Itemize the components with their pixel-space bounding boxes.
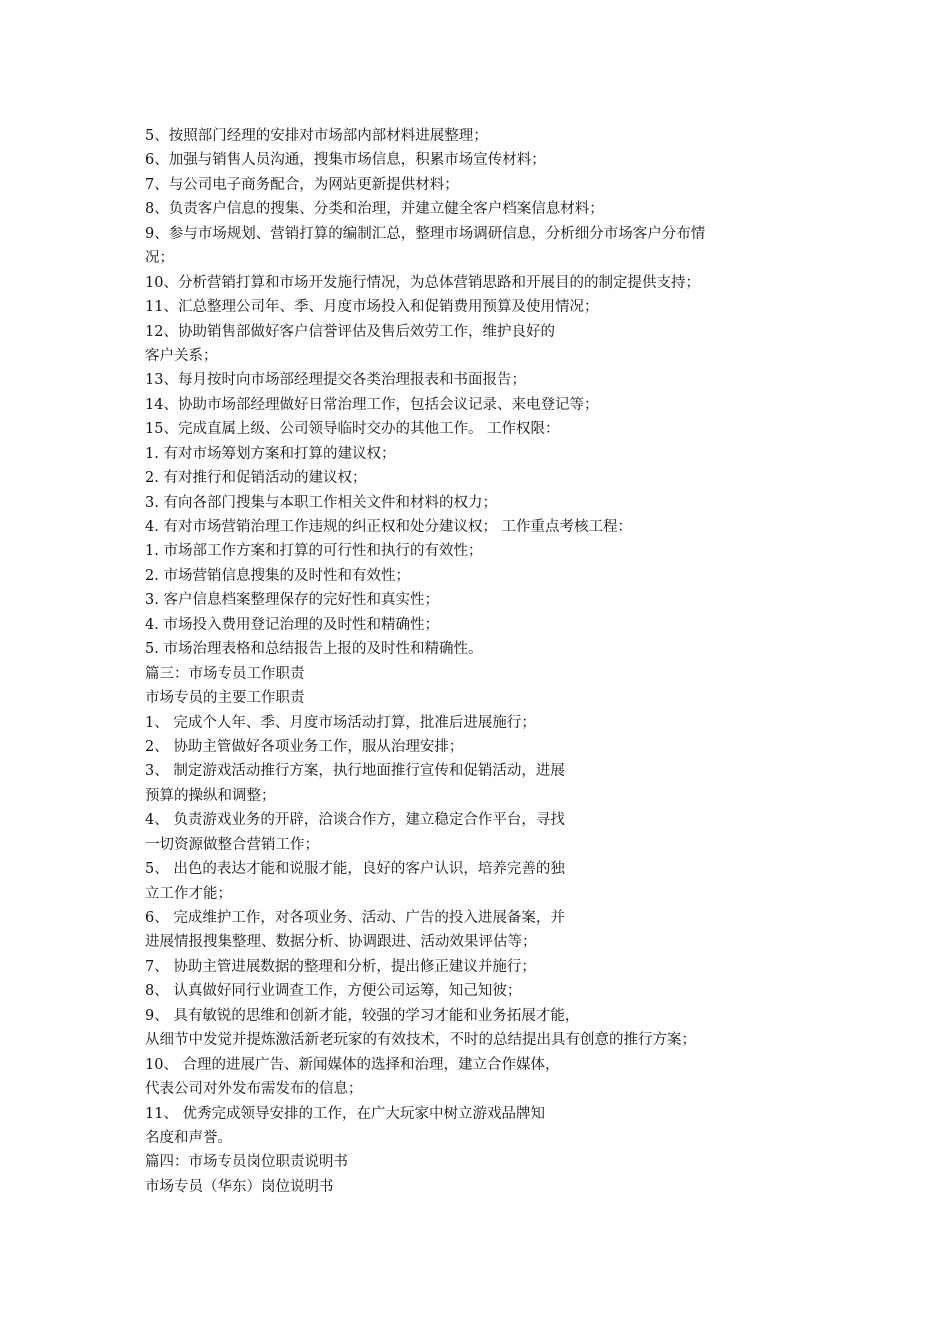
text-line: 2. 有对推行和促销活动的建议权；	[145, 470, 367, 487]
text-line: 3、 制定游戏活动推行方案，执行地面推行宣传和促销活动，进展	[145, 763, 565, 780]
text-line: 1、 完成个人年、季、月度市场活动打算，批准后进展施行；	[145, 714, 536, 731]
text-line: 3. 客户信息档案整理保存的完好性和真实性；	[145, 592, 439, 609]
text-line: 8、 认真做好同行业调查工作，方便公司运筹，知己知彼；	[145, 983, 522, 1000]
text-line: 市场专员（华东）岗位说明书	[145, 1178, 334, 1195]
text-line: 9、 具有敏锐的思维和创新才能，较强的学习才能和业务拓展才能，	[145, 1007, 580, 1024]
text-line: 8、负责客户信息的搜集、分类和治理，并建立健全客户档案信息材料；	[145, 201, 604, 218]
text-line: 11、汇总整理公司年、季、月度市场投入和促销费用预算及使用情况；	[145, 299, 599, 316]
text-line: 名度和声誉。	[145, 1129, 232, 1146]
text-line: 13、每月按时向市场部经理提交各类治理报表和书面报告；	[145, 372, 526, 389]
text-line: 12、协助销售部做好客户信誉评估及售后效劳工作，维护良好的	[145, 323, 555, 340]
text-line: 客户关系；	[145, 347, 218, 364]
text-line: 篇三：市场专员工作职责	[145, 665, 305, 682]
text-line: 况；	[145, 250, 174, 267]
text-line: 篇四：市场专员岗位职责说明书	[145, 1154, 348, 1171]
text-line: 7、与公司电子商务配合，为网站更新提供材料；	[145, 176, 459, 193]
text-line: 7、 协助主管进展数据的整理和分析，提出修正建议并施行；	[145, 958, 536, 975]
text-line: 4. 市场投入费用登记治理的及时性和精确性；	[145, 616, 439, 633]
text-line: 代表公司对外发布需发布的信息；	[145, 1081, 363, 1098]
document-body	[145, 124, 825, 1199]
text-line: 1. 市场部工作方案和打算的可行性和执行的有效性；	[145, 543, 483, 560]
text-line: 2、 协助主管做好各项业务工作，服从治理安排；	[145, 738, 464, 755]
text-line: 14、协助市场部经理做好日常治理工作，包括会议记录、来电登记等；	[145, 396, 599, 413]
text-line: 6、加强与销售人员沟通，搜集市场信息，积累市场宣传材料；	[145, 152, 546, 169]
text-line: 11、 优秀完成领导安排的工作，在广大玩家中树立游戏品牌知	[145, 1105, 546, 1122]
text-line: 6、 完成维护工作，对各项业务、活动、广告的投入进展备案，并	[145, 910, 565, 926]
text-line: 3. 有向各部门搜集与本职工作相关文件和材料的权力；	[145, 494, 497, 511]
text-line: 立工作才能；	[145, 885, 232, 902]
text-line: 市场专员的主要工作职责	[145, 690, 305, 707]
text-line: 10、分析营销打算和市场开发施行情况，为总体营销思路和开展目的的制定提供支持；	[145, 274, 700, 291]
text-line: 5、按照部门经理的安排对市场部内部材料进展整理；	[145, 128, 488, 144]
text-line: 1. 有对市场筹划方案和打算的建议权；	[145, 445, 396, 462]
text-line: 4. 有对市场营销治理工作违规的纠正权和处分建议权； 工作重点考核工程：	[145, 519, 633, 535]
text-line: 4、 负责游戏业务的开辟，洽谈合作方，建立稳定合作平台，寻找	[145, 812, 565, 829]
text-line: 5、 出色的表达才能和说服才能，良好的客户认识，培养完善的独	[145, 861, 565, 878]
text-line: 从细节中发觉并提炼激活新老玩家的有效技术，不时的总结提出具有创意的推行方案；	[145, 1032, 696, 1049]
text-line: 2. 市场营销信息搜集的及时性和有效性；	[145, 567, 410, 584]
text-line: 5. 市场治理表格和总结报告上报的及时性和精确性。	[145, 641, 483, 658]
text-line: 预算的操纵和调整；	[145, 787, 276, 804]
text-line: 一切资源做整合营销工作；	[145, 836, 319, 853]
text-line: 15、完成直属上级、公司领导临时交办的其他工作。 工作权限：	[145, 421, 560, 438]
text-line: 进展情报搜集整理、数据分析、协调跟进、活动效果评估等；	[145, 934, 537, 951]
text-line: 9、参与市场规划、营销打算的编制汇总，整理市场调研信息，分析细分市场客户分布情	[145, 225, 706, 242]
text-line: 10、 合理的进展广告、新闻媒体的选择和治理，建立合作媒体，	[145, 1056, 560, 1073]
